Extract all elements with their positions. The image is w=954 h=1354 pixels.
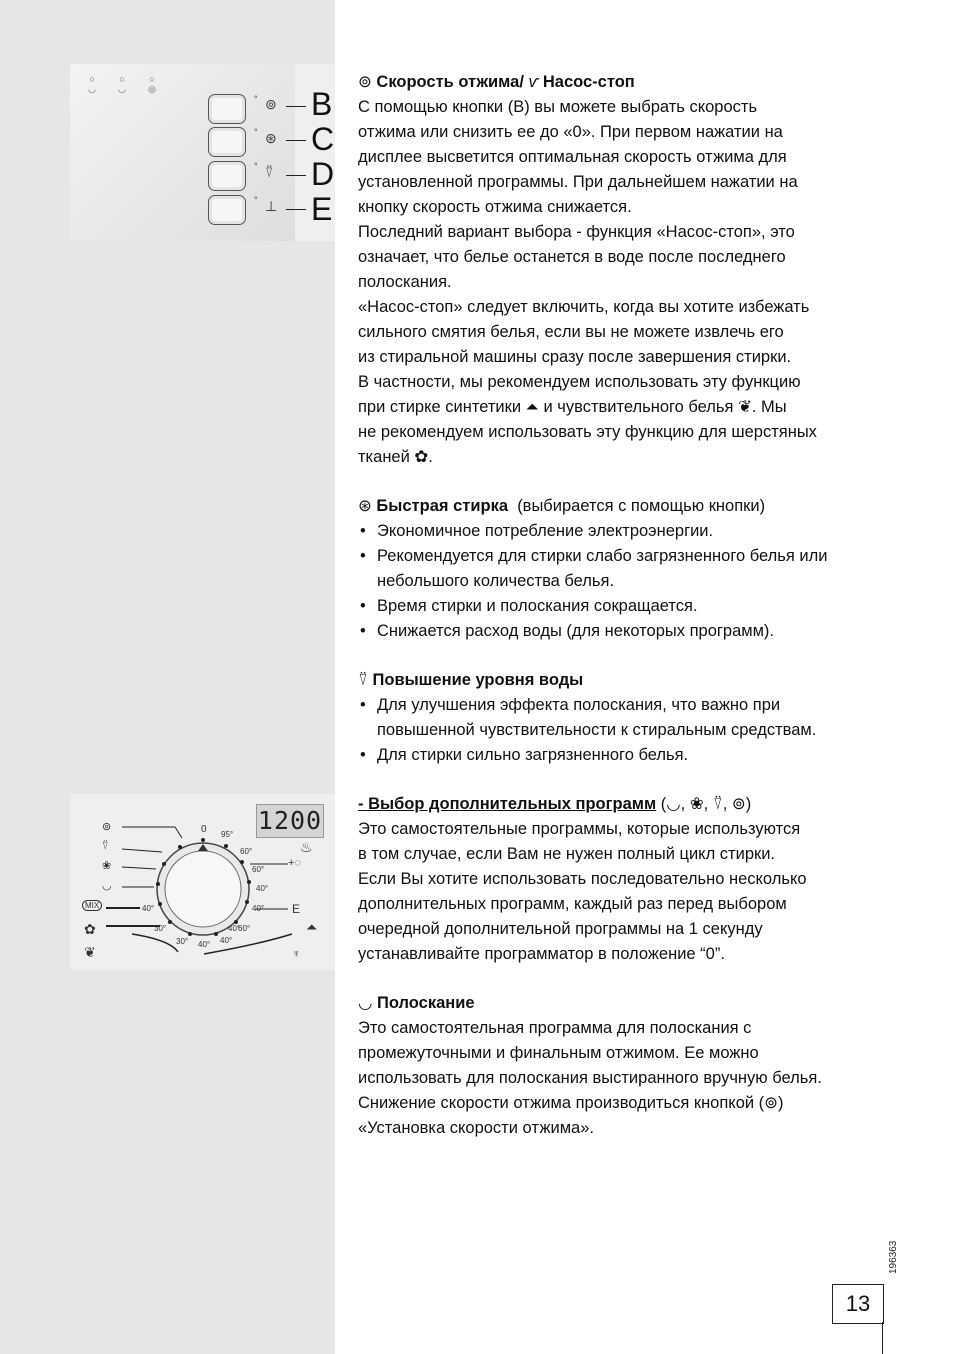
panel-face xyxy=(70,64,295,241)
rinse-icon: ◡ xyxy=(666,795,681,813)
quick-wash-icon: ⊛ xyxy=(358,497,372,515)
text-line: Снижение скорости отжима производиться кнопкой (⊚) xyxy=(358,1091,883,1116)
dial-label: 40° xyxy=(142,904,155,913)
text-line: при стирке синтетики ⏶ и чувствительного белья ❦. Мы xyxy=(358,395,883,420)
text-line: не рекомендуем использовать эту функцию для шерстяных xyxy=(358,423,817,441)
text-line: Это самостоятельные программы, которые используются xyxy=(358,820,801,838)
dial-label: 40° xyxy=(198,940,211,949)
text-line: использовать для полоскания выстиранного вручную белья. xyxy=(358,1069,822,1087)
pointer-line xyxy=(286,140,306,141)
text-line: установленной программы. При дальнейшем нажатии на xyxy=(358,173,798,191)
text-line: промежуточными и финальным отжимом. Ее можно xyxy=(358,1044,759,1062)
text-line: устанавливайте программатор в положение “0”. xyxy=(358,945,725,963)
text-line: Это самостоятельная программа для полоскания с xyxy=(358,1019,752,1037)
document-code: 196363 xyxy=(888,1240,899,1274)
text-line: дисплее высветится оптимальная скорость отжима для xyxy=(358,148,787,166)
text-line: отжима или снизить ее до «0». При первом нажатии на xyxy=(358,123,783,141)
text-line: Если Вы хотите использовать последовательно несколько xyxy=(358,870,807,888)
pointer-line xyxy=(286,106,306,107)
wool-icon: ✿ xyxy=(84,921,96,937)
text-line: С помощью кнопки (В) вы можете выбрать скорость xyxy=(358,98,758,116)
dial-label: 60° xyxy=(238,924,251,933)
prewash-icon: +◌ xyxy=(288,857,301,869)
dial-label-e: E xyxy=(292,902,301,916)
wool-icon: ✿ xyxy=(414,448,429,466)
text-line: в том случае, если Вам не нужен полный цикл стирки. xyxy=(358,845,776,863)
text-line: дополнительных программ, каждый раз перед выбором xyxy=(358,895,787,913)
spin-icon: ⊚ xyxy=(764,1094,778,1112)
dial-label: 95° xyxy=(221,830,234,839)
delicate-icon: ❦ xyxy=(738,398,752,416)
button-b[interactable] xyxy=(208,94,246,124)
led-dot: ° xyxy=(254,94,258,104)
led-dot: ° xyxy=(254,161,258,171)
dial-label: 40° xyxy=(252,904,265,913)
start-pause-icon: ⊥ xyxy=(265,198,278,214)
spin-icon: ⊚ xyxy=(265,96,277,112)
water-plus-icon: ⍢ xyxy=(358,671,368,689)
arc-line xyxy=(132,934,178,952)
main-content xyxy=(358,70,883,1141)
spacer xyxy=(358,967,883,991)
dial-label: 30° xyxy=(176,937,189,946)
leader-line xyxy=(122,867,156,869)
dial-label: 30° xyxy=(154,924,167,933)
text-line: Последний вариант выбора - функция «Насос-стоп», это xyxy=(358,223,795,241)
extra-programs-icons: (◡, ❀, ⍢, ⊚) xyxy=(661,795,751,813)
button-d[interactable] xyxy=(208,161,246,191)
leader-line xyxy=(122,849,162,852)
extra-section-title: - Выбор дополнительных программ (◡, ❀, ⍢, ⊚) xyxy=(358,792,883,817)
list-item: • Рекомендуется для стирки слабо загрязненного белья или небольшого количества белья. xyxy=(358,544,883,594)
rinse-section-title: ◡ Полоскание xyxy=(358,991,883,1016)
delicate-icon: ❦ xyxy=(84,944,96,960)
dial-label: 40° xyxy=(220,936,233,945)
dial-panel-illustration xyxy=(70,794,335,970)
text-line: означает, что белье останется в воде после последнего xyxy=(358,248,786,266)
dial-label: 40° xyxy=(228,924,241,933)
indicator-led-drain: ○ ◎ xyxy=(148,74,156,94)
list-item: • Экономичное потребление электроэнергии. xyxy=(358,519,883,544)
text-line: В частности, мы рекомендуем использовать эту функцию xyxy=(358,373,801,391)
text-line: тканей ✿. xyxy=(358,445,883,470)
water-plus-icon: ⍢ xyxy=(265,164,274,180)
list-item: • Время стирки и полоскания сокращается. xyxy=(358,594,883,619)
water-section-title: ⍢ Повышение уровня воды xyxy=(358,668,883,693)
dial-label: 60° xyxy=(252,865,265,874)
text-line: кнопку скорость отжима снижается. xyxy=(358,198,632,216)
page-number: 13 xyxy=(832,1284,884,1324)
spin-icon: ⊚ xyxy=(358,73,372,91)
spacer xyxy=(358,768,883,792)
mix-icon: MIX xyxy=(82,900,102,911)
arc-line xyxy=(204,934,292,954)
easy-care-icon: ♆ xyxy=(292,948,301,960)
spin-icon: ⊚ xyxy=(731,795,746,813)
led-dot: ° xyxy=(254,195,258,205)
indicator-led-spin: ○ ◡ xyxy=(88,74,96,94)
quick-section-title: ⊛ Быстрая стирка (выбирается с помощью кнопки) xyxy=(358,494,883,519)
spacer xyxy=(358,470,883,494)
list-item: • Снижается расход воды (для некоторых программ). xyxy=(358,619,883,644)
rinse-icon: ◡ xyxy=(358,994,373,1012)
button-e[interactable] xyxy=(208,195,246,225)
quick-list xyxy=(358,519,883,644)
dial-label-0: 0 xyxy=(201,824,207,835)
control-panel-illustration xyxy=(70,64,335,241)
text-line: из стиральной машины сразу после завершения стирки. xyxy=(358,348,792,366)
dial-knob xyxy=(165,851,241,927)
water-list xyxy=(358,693,883,768)
water-plus-icon: ❀ xyxy=(102,860,112,872)
spin-display: 1200 xyxy=(256,804,324,838)
text-line: «Установка скорости отжима». xyxy=(358,1119,594,1137)
quick-wash-icon: ⊛ xyxy=(265,130,277,146)
button-c[interactable] xyxy=(208,127,246,157)
pointer-line xyxy=(286,209,306,210)
pump-stop-icon: ѵ xyxy=(528,73,539,91)
label-d: D xyxy=(311,156,335,192)
text-line: «Насос-стоп» следует включить, когда вы хотите избежать xyxy=(358,298,810,316)
cotton-icon: ♨ xyxy=(300,839,313,855)
spin-section-title: ⊚ Скорость отжима/ ѵ Насос-стоп xyxy=(358,70,883,95)
spin-icon: ⊚ xyxy=(102,821,112,833)
label-b: B xyxy=(311,86,333,122)
drain-icon: ⍢ xyxy=(712,795,723,813)
synthetic-icon: ⏶ xyxy=(525,398,539,416)
label-c: C xyxy=(311,121,335,157)
water-plus-icon: ❀ xyxy=(689,795,704,813)
led-dot: ° xyxy=(254,127,258,137)
indicator-led-rinse: ○ ◡ xyxy=(118,74,126,94)
list-item: • Для стирки сильно загрязненного белья. xyxy=(358,743,883,768)
label-e: E xyxy=(311,191,333,227)
text-line: сильного смятия белья, если вы не можете извлечь его xyxy=(358,323,784,341)
text-line: очередной дополнительной программы на 1 секунду xyxy=(358,920,763,938)
page-number-line xyxy=(882,1322,883,1354)
spacer xyxy=(358,644,883,668)
synthetic-icon: ⏶ xyxy=(306,919,318,935)
text-line: полоскания. xyxy=(358,273,452,291)
drain-icon: ⍢ xyxy=(102,840,109,852)
leader-line xyxy=(175,827,182,838)
list-item: • Для улучшения эффекта полоскания, что важно при повышенной чувствительности к стиральным средствам. xyxy=(358,693,883,743)
dial-label: 40° xyxy=(256,884,269,893)
pointer-line xyxy=(286,175,306,176)
dial-label: 60° xyxy=(240,847,253,856)
rinse-icon: ◡ xyxy=(102,880,112,892)
